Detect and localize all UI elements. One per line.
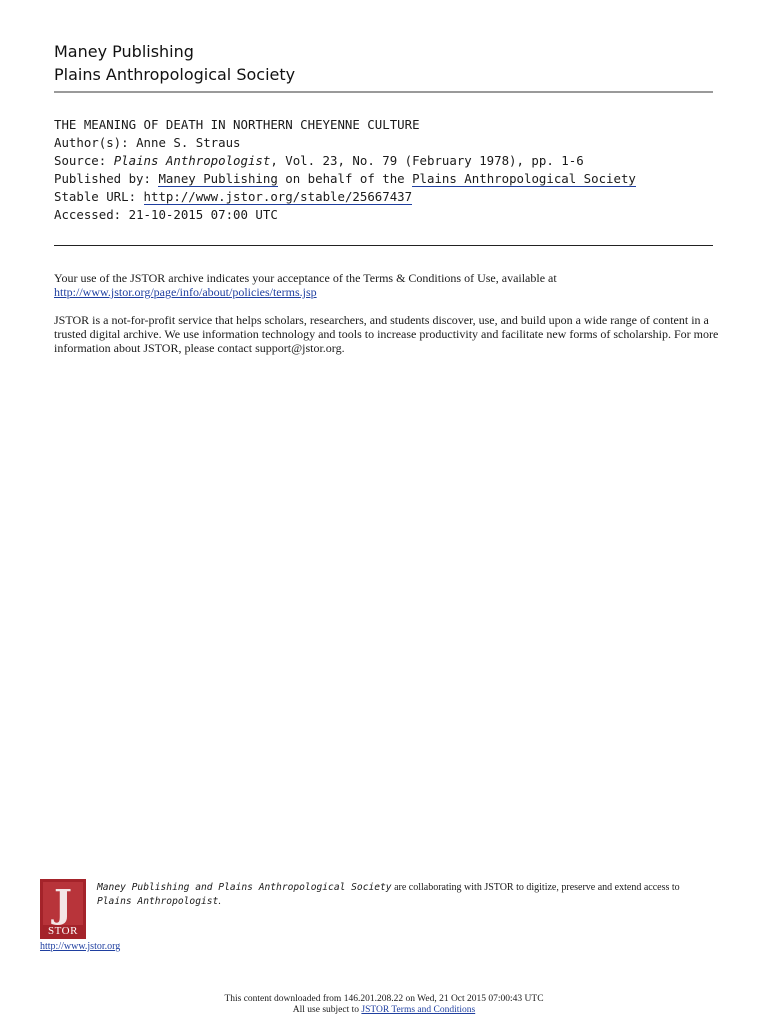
accessed-line bbox=[54, 206, 636, 224]
publisher-link[interactable]: Maney Publishing bbox=[158, 171, 278, 186]
jstor-home-link[interactable]: http://www.jstor.org bbox=[40, 941, 121, 952]
bottom-divider bbox=[54, 245, 713, 246]
collab-journal: Plains Anthropologist bbox=[97, 896, 219, 907]
source-journal: Plains Anthropologist bbox=[113, 153, 271, 168]
published-line bbox=[54, 170, 636, 188]
download-notice: This content downloaded from 146.201.208.22 on Wed, 21 Oct 2015 07:00:43 UTC bbox=[224, 994, 544, 1004]
authors-line bbox=[54, 134, 636, 152]
jstor-logo[interactable] bbox=[40, 879, 86, 939]
published-middle: on behalf of the bbox=[277, 171, 413, 186]
about-paragraph: JSTOR is a not-for-profit service that helps scholars, researchers, and students discover, use, and build upon a wide range of content in a trusted digital archive. We use information technology and tools to increase productivity and facilitate new forms of scholarship. For more information about JSTOR, please contact support@jstor.org. bbox=[54, 313, 719, 355]
stable-url-line bbox=[54, 188, 636, 206]
terms-notice-prefix: All use subject to bbox=[292, 1005, 362, 1015]
terms-text: Your use of the JSTOR archive indicates your acceptance of the Terms & Conditions of Use, available at bbox=[54, 271, 557, 285]
article-metadata bbox=[54, 116, 636, 224]
source-label: Source: bbox=[54, 153, 107, 168]
accessed-label: Accessed: bbox=[54, 207, 122, 222]
terms-link[interactable]: http://www.jstor.org/page/info/about/policies/terms.jsp bbox=[54, 285, 317, 299]
collab-partners: Maney Publishing and Plains Anthropological Society bbox=[97, 882, 392, 893]
terms-notice bbox=[0, 1005, 768, 1015]
logo-text: STOR bbox=[48, 925, 78, 937]
society-name: Plains Anthropological Society bbox=[54, 65, 296, 84]
collab-end: . bbox=[218, 896, 221, 907]
top-divider bbox=[54, 91, 713, 93]
authors-value: Anne S. Straus bbox=[136, 135, 241, 150]
publisher-block bbox=[54, 40, 295, 86]
authors-label: Author(s): bbox=[54, 135, 129, 150]
accessed-value: 21-10-2015 07:00 UTC bbox=[128, 207, 278, 222]
logo-letter-icon: J bbox=[54, 881, 72, 926]
stable-url-link[interactable]: http://www.jstor.org/stable/25667437 bbox=[143, 189, 413, 204]
stable-url-label: Stable URL: bbox=[54, 189, 137, 204]
jstor-terms-link[interactable]: JSTOR Terms and Conditions bbox=[361, 1005, 476, 1015]
published-label: Published by: bbox=[54, 171, 151, 186]
society-link[interactable]: Plains Anthropological Society bbox=[412, 171, 636, 186]
collab-text: are collaborating with JSTOR to digitize, preserve and extend access to bbox=[391, 882, 680, 893]
terms-paragraph bbox=[54, 271, 719, 299]
logo-emblem bbox=[43, 882, 83, 925]
collaboration-notice bbox=[97, 881, 727, 909]
source-details: , Vol. 23, No. 79 (February 1978), pp. 1-6 bbox=[270, 153, 584, 168]
source-line bbox=[54, 152, 636, 170]
publisher-name: Maney Publishing bbox=[54, 42, 194, 61]
article-title: THE MEANING OF DEATH IN NORTHERN CHEYENNE CULTURE bbox=[54, 117, 420, 132]
